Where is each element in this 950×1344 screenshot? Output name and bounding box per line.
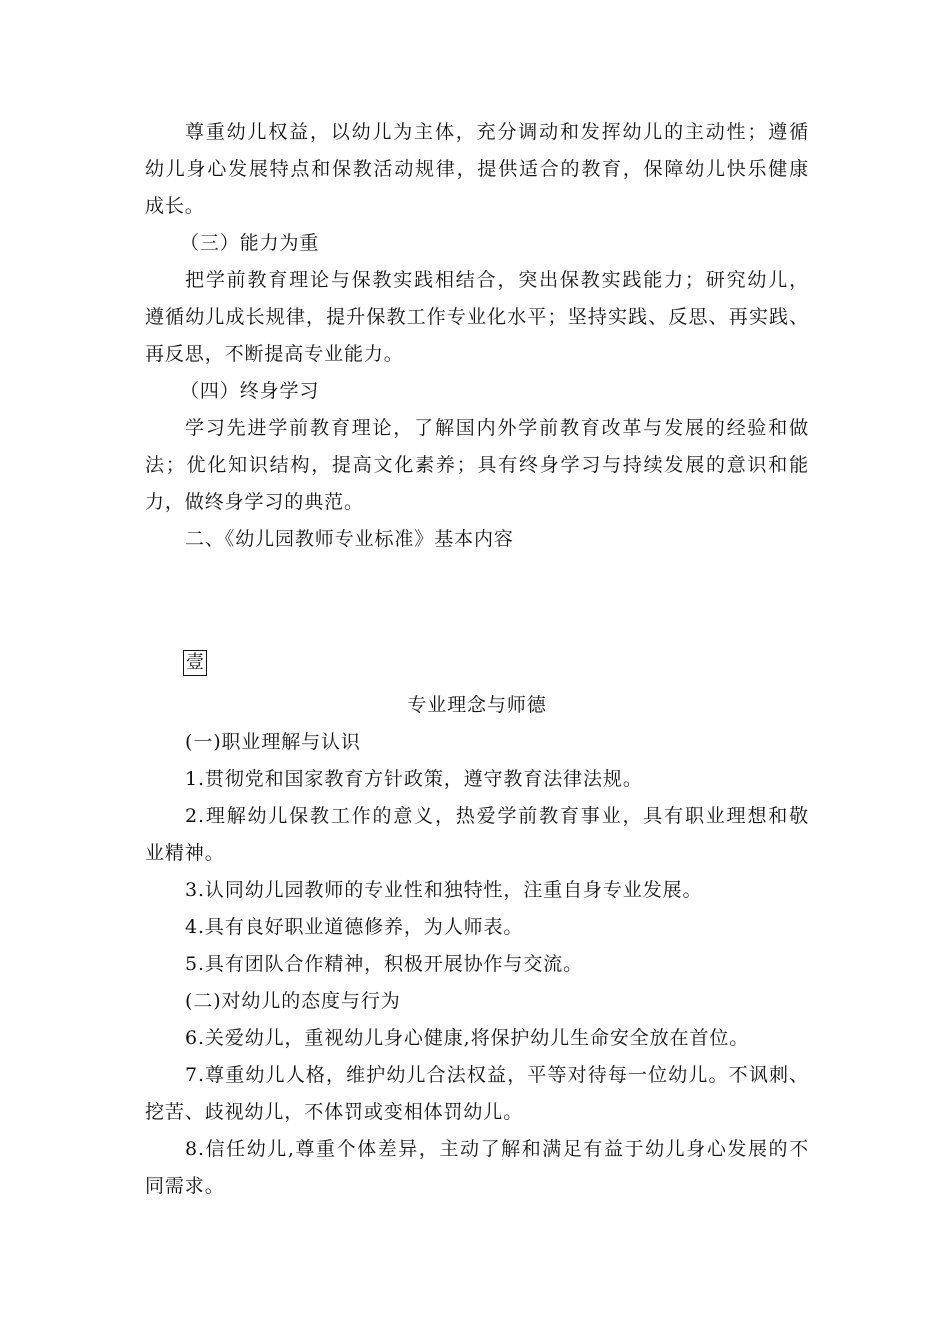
dimension-title: 专业理念与师德 bbox=[407, 694, 547, 716]
paragraph-line: 法；优化知识结构，提高文化素养；具有终身学习与持续发展的意识和能 bbox=[145, 454, 809, 476]
section-heading: （三）能力为重 bbox=[180, 232, 320, 254]
paragraph-line: 幼儿身心发展特点和保教活动规律，提供适合的教育，保障幼儿快乐健康 bbox=[145, 158, 809, 180]
list-item-continuation: 挖苦、歧视幼儿，不体罚或变相体罚幼儿。 bbox=[145, 1101, 524, 1123]
subsection-heading: (一)职业理解与认识 bbox=[185, 731, 361, 753]
list-item: 7.尊重幼儿人格，维护幼儿合法权益，平等对待每一位幼儿。不讽刺、 bbox=[185, 1064, 809, 1086]
list-item: 3.认同幼儿园教师的专业性和独特性，注重自身专业发展。 bbox=[185, 879, 703, 901]
list-item: 4.具有良好职业道德修养，为人师表。 bbox=[185, 916, 524, 938]
section-heading: （四）终身学习 bbox=[180, 380, 320, 402]
numbered-box-label: 壹 bbox=[183, 650, 207, 676]
paragraph-line: 尊重幼儿权益，以幼儿为主体，充分调动和发挥幼儿的主动性；遵循 bbox=[185, 121, 809, 143]
list-item-continuation: 业精神。 bbox=[145, 842, 225, 864]
paragraph-line: 成长。 bbox=[145, 195, 205, 217]
paragraph-line: 力，做终身学习的典范。 bbox=[145, 491, 364, 513]
list-item: 6.关爱幼儿，重视幼儿身心健康,将保护幼儿生命安全放在首位。 bbox=[185, 1027, 750, 1049]
paragraph-line: 学习先进学前教育理论，了解国内外学前教育改革与发展的经验和做 bbox=[185, 417, 809, 439]
paragraph-line: 遵循幼儿成长规律，提升保教工作专业化水平；坚持实践、反思、再实践、 bbox=[145, 306, 809, 328]
paragraph-line: 把学前教育理论与保教实践相结合，突出保教实践能力；研究幼儿， bbox=[185, 269, 809, 291]
list-item: 2.理解幼儿保教工作的意义，热爱学前教育事业，具有职业理想和敬 bbox=[185, 805, 809, 827]
list-item: 1.贯彻党和国家教育方针政策，遵守教育法律法规。 bbox=[185, 768, 643, 790]
list-item-continuation: 同需求。 bbox=[145, 1175, 225, 1197]
list-item: 5.具有团队合作精神，积极开展协作与交流。 bbox=[185, 953, 584, 975]
list-item: 8.信任幼儿,尊重个体差异，主动了解和满足有益于幼儿身心发展的不 bbox=[185, 1138, 809, 1160]
paragraph-line: 再反思，不断提高专业能力。 bbox=[145, 343, 404, 365]
part-heading: 二、《幼儿园教师专业标准》基本内容 bbox=[185, 528, 514, 550]
subsection-heading: (二)对幼儿的态度与行为 bbox=[185, 990, 401, 1012]
